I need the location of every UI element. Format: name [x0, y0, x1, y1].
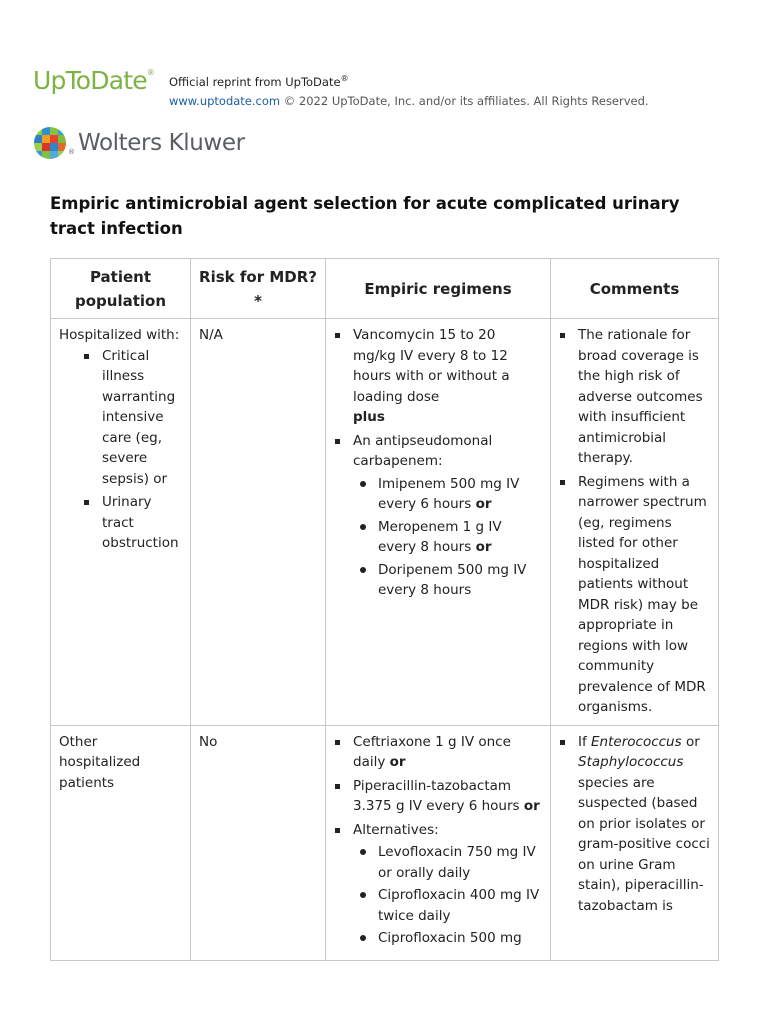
- or-conjunction: or: [475, 539, 492, 555]
- regimens-cell: [326, 319, 551, 726]
- regimen-option: Meropenem 1 g IV every 8 hours: [378, 518, 502, 555]
- header-comments: Comments: [551, 259, 719, 319]
- copyright-text: © 2022 UpToDate, Inc. and/or its affiliates. All Rights Reserved.: [283, 93, 649, 108]
- regimen-text: An antipseudomonal carbapenem:: [353, 432, 493, 469]
- regimens-cell: [326, 725, 551, 960]
- regimen-text: Alternatives:: [353, 821, 439, 838]
- table-header-row: [51, 259, 719, 319]
- regimen-text: Piperacillin-tazobactam 3.375 g IV every 6 hours: [353, 777, 520, 814]
- regimen-join: plus: [353, 409, 385, 425]
- list-item: [556, 732, 710, 917]
- comments-cell: [551, 725, 719, 960]
- list-item: [331, 732, 542, 773]
- uptodate-logo: [33, 66, 154, 95]
- risk-cell: No: [191, 725, 326, 960]
- header-risk-for-mdr: Risk for MDR? *: [191, 259, 326, 319]
- uptodate-wordmark: UpToDate: [33, 66, 147, 95]
- list-item: [331, 776, 542, 817]
- list-item: Urinary tract obstruction: [80, 492, 182, 554]
- or-conjunction: or: [475, 496, 492, 512]
- reprint-notice: [169, 69, 649, 111]
- list-item: The rationale for broad coverage is the high risk of adverse outcomes with insufficient antimicrobial therapy.: [556, 325, 710, 469]
- publisher-name: Wolters Kluwer: [78, 130, 245, 156]
- list-item: [331, 431, 542, 601]
- or-conjunction: or: [389, 754, 406, 770]
- regimen-text: Vancomycin 15 to 20 mg/kg IV every 8 to 12 hours with or without a loading dose: [353, 327, 510, 405]
- uptodate-link[interactable]: www.uptodate.com: [169, 93, 281, 108]
- comment-or: or: [685, 733, 700, 750]
- wolters-kluwer-mosaic-icon: [33, 126, 67, 160]
- population-lead: Hospitalized with:: [59, 327, 180, 343]
- comment-text: species are suspected (based on prior isolates or gram-positive cocci on urine Gram stain), piperacillin-tazobactam is: [578, 774, 710, 914]
- comment-if: If: [578, 733, 587, 750]
- population-cell: Other hospitalized patients: [51, 725, 191, 960]
- publisher-registered-mark: ®: [68, 148, 75, 156]
- list-item: [356, 517, 542, 558]
- table-row: [51, 725, 719, 960]
- reprint-text: Official reprint from UpToDate: [169, 74, 341, 89]
- regimen-option: Imipenem 500 mg IV every 6 hours: [378, 475, 520, 512]
- wolters-kluwer-logo: [33, 126, 245, 160]
- uptodate-registered-mark: ®: [146, 68, 155, 77]
- page-title: Empiric antimicrobial agent selection for acute complicated urinary tract infection: [50, 194, 680, 238]
- reprint-registered-mark: ®: [340, 74, 349, 83]
- list-item: Levofloxacin 750 mg IV or orally daily: [356, 842, 542, 883]
- list-item: Critical illness warranting intensive care (eg, severe sepsis) or: [80, 346, 182, 490]
- list-item: Regimens with a narrower spectrum (eg, regimens listed for other hospitalized patients without MDR risk) may be appropriate in regions with low community prevalence of MDR organisms.: [556, 472, 710, 718]
- list-item: [331, 325, 542, 428]
- population-cell: [51, 319, 191, 726]
- list-item: [356, 474, 542, 515]
- risk-cell: N/A: [191, 319, 326, 726]
- header-empiric-regimens: Empiric regimens: [326, 259, 551, 319]
- organism-name: Enterococcus: [591, 733, 682, 750]
- regimen-text: Ceftriaxone 1 g IV once daily: [353, 733, 511, 770]
- list-item: Ciprofloxacin 400 mg IV twice daily: [356, 885, 542, 926]
- or-conjunction: or: [523, 798, 540, 814]
- header-patient-population: Patient population: [51, 259, 191, 319]
- regimen-table: [50, 258, 719, 961]
- organism-name: Staphylococcus: [578, 754, 684, 770]
- list-item: [331, 820, 542, 949]
- list-item: Ciprofloxacin 500 mg: [356, 928, 542, 949]
- table-row: [51, 319, 719, 726]
- list-item: Doripenem 500 mg IV every 8 hours: [356, 560, 542, 601]
- comments-cell: [551, 319, 719, 726]
